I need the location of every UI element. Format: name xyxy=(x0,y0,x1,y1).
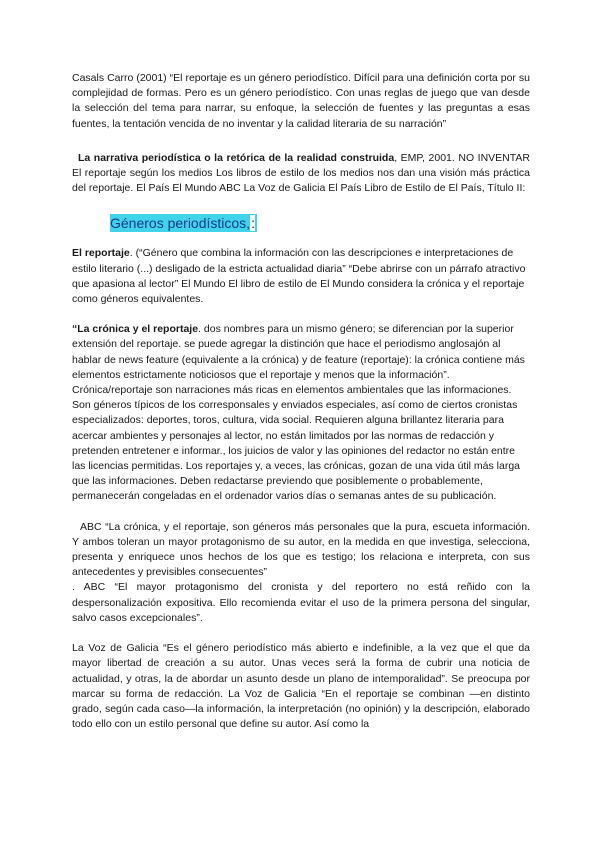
paragraph-el-reportaje xyxy=(72,246,530,307)
paragraph-narrativa-text: , EMP, 2001. NO INVENTAR El reportaje según los medios Los libros de estilo de los medios nos dan una visión más práctica del reportaje. El País El Mundo ABC La Voz de Galicia El País Libro de Estilo de El País, Título II: xyxy=(72,151,530,195)
paragraph-abc-2: . ABC “El mayor protagonismo del cronista y del reportero no está reñido con la despersonalización expositiva. Ello recomienda evitar el uso de la primera persona del singular, salvo casos excepcionales”. xyxy=(72,581,530,624)
bold-title-narrativa: La narrativa periodística o la retórica de la realidad construida xyxy=(78,151,395,164)
paragraph-el-reportaje-text: . (“Género que combina la información con las descripciones e interpretaciones de estilo literario (...) desligado de la estricta actualidad diaria” “Debe abrirse con un párrafo atractivo que apasiona al lector” El Mundo El libro de estilo de El Mundo considera la crónica y el reportaje como géneros equivalentes. xyxy=(72,247,526,306)
paragraph-cronica-reportaje-text: . dos nombres para un mismo género; se diferencian por la superior extensión del reportaje. se puede agregar la distinción que hace el periodismo anglosajón al hablar de news feature (equivalente a la crónica) y de feature (reportaje): la crónica contiene más elementos estrictamente noticiosos que el reportaje y menos que la información”. Crónica/reportaje son narraciones más ricas en elementos ambientales que las informaciones. Son géneros típicos de los corresponsales y enviados especiales, así como de ciertos cronistas especializados: deportes, toros, cultura, vida social. Requieren alguna brillantez literaria para acercar ambientes y personajes al lector, no están limitados por las normas de redacción y pretenden entretener e informar., los juicios de valor y las opiniones del redactor no están entre las licencias permitidas. Los reportajes y, a veces, las crónicas, gozan de una vida útil más larga que las informaciones. Deben redactarse previendo que posiblemente o probablemente, permanecerán congeladas en el ordenador varios días o semanas antes de su publicación. xyxy=(72,323,525,503)
paragraph-narrativa xyxy=(72,151,530,197)
section-heading xyxy=(110,214,257,232)
paragraph-abc-1: ABC “La crónica, y el reportaje, son géneros más personales que la pura, escueta información. Y ambos toleran un mayor protagonismo de su autor, en la medida en que investiga, selecciona, presenta y enriquece unos hechos de los que es testigo; los relaciona e interpreta, con sus antecedentes y previsibles consecuentes” xyxy=(72,520,530,579)
section-heading-colon: : xyxy=(251,215,255,232)
paragraph-casals-carro: Casals Carro (2001) “El reportaje es un género periodístico. Difícil para una definición corta por su complejidad de formas. Pero es un género periodístico. Con unas reglas de juego que van desde la selección del tema para narrar, su enfoque, la selección de fuentes y las preguntas a esas fuentes, la tentación vencida de no inventar y la calidad literaria de su narración” xyxy=(72,72,530,130)
bold-el-reportaje: El reportaje xyxy=(72,247,130,260)
paragraph-voz-galicia: La Voz de Galicia “Es el género periodístico más abierto e indefinible, a la vez que el que da mayor libertad de creación a su autor. Unas veces será la forma de cubrir una noticia de actualidad, y otras, la de abordar un asunto desde un plano de intemporalidad”. Se preocupa por marcar su forma de redacción. La Voz de Galicia “En el reportaje se combinan —en distinto grado, según cada caso—la información, la interpretación (no opinión) y la descripción, elaborado todo ello con un estilo personal que define su autor. Así como la xyxy=(72,642,530,731)
bold-cronica-reportaje: “La crónica y el reportaje xyxy=(72,323,199,336)
section-heading-text: Géneros periodísticos, xyxy=(110,215,251,232)
section-heading-wrap xyxy=(110,214,530,233)
paragraph-cronica-reportaje xyxy=(72,322,530,504)
